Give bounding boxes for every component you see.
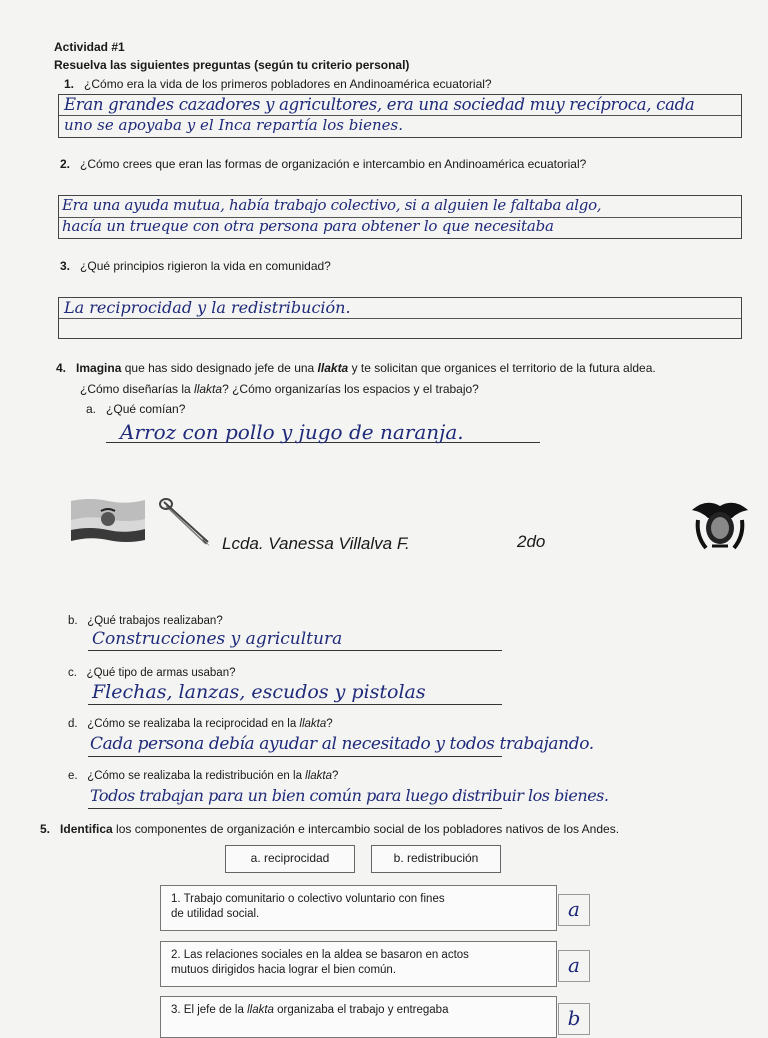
safety-pin-icon (158, 496, 214, 548)
instruction-text: Resuelva las siguientes preguntas (según tu criterio personal) (54, 58, 410, 72)
statement-3-answer: b (558, 1003, 590, 1035)
answer-1-line-2: uno se apoyaba y el Inca repartía los bienes. (64, 116, 404, 134)
answer-line-4e (88, 808, 502, 809)
answer-2-line-2: hacía un trueque con otra persona para obtener lo que necesitaba (62, 217, 554, 235)
question-5: 5. Identifica los componentes de organización e intercambio social de los pobladores nativos de los Andes. (40, 822, 620, 836)
statement-1-answer: a (558, 894, 590, 926)
statement-1 (160, 885, 580, 931)
question-4-line-2: ¿Cómo diseñarías la llakta? ¿Cómo organizarías los espacios y el trabajo? (80, 382, 479, 396)
statement-3-text: 3. El jefe de la llakta organizaba el trabajo y entregaba (171, 1004, 449, 1016)
answer-line-4d (88, 756, 502, 757)
answer-4c: Flechas, lanzas, escudos y pistolas (92, 681, 426, 703)
statement-2-text: 2. Las relaciones sociales en la aldea se basaron en actos mutuos dirigidos hacia lograr el bien común. (171, 949, 469, 976)
statement-2-answer: a (558, 950, 590, 982)
answer-line-4c (88, 704, 502, 705)
answer-line-4b (88, 650, 502, 651)
answer-2-line-1: Era una ayuda mutua, había trabajo colectivo, si a alguien le faltaba algo, (62, 196, 602, 214)
ecuador-flag-icon (70, 497, 146, 543)
option-reciprocidad: a. reciprocidad (225, 845, 355, 873)
question-4c: c. ¿Qué tipo de armas usaban? (68, 667, 236, 679)
question-2: 2. ¿Cómo crees que eran las formas de organización e intercambio en Andinoamérica ecuatorial? (60, 157, 587, 171)
statement-1-text: 1. Trabajo comunitario o colectivo voluntario con fines de utilidad social. (171, 893, 445, 920)
grade-label: 2do (517, 532, 546, 551)
statement-3 (160, 996, 581, 1038)
answer-4b: Construcciones y agricultura (92, 629, 343, 649)
option-redistribucion: b. redistribución (371, 845, 501, 873)
teacher-name: Lcda. Vanessa Villalva F. (222, 534, 410, 553)
coat-of-arms-icon (688, 496, 752, 552)
question-4e: e. ¿Cómo se realizaba la redistribución en la llakta? (68, 770, 339, 782)
answer-4e: Todos trabajan para un bien común para luego distribuir los bienes. (90, 786, 609, 805)
question-4d: d. ¿Cómo se realizaba la reciprocidad en la llakta? (68, 718, 333, 730)
question-3: 3. ¿Qué principios rigieron la vida en comunidad? (60, 259, 331, 273)
activity-title: Actividad #1 (54, 40, 125, 54)
question-1: 1. ¿Cómo era la vida de los primeros pobladores en Andinoamérica ecuatorial? (64, 77, 492, 91)
answer-4d: Cada persona debía ayudar al necesitado y todos trabajando. (90, 734, 594, 754)
answer-1-line-1: Eran grandes cazadores y agricultores, era una sociedad muy recíproca, cada (64, 95, 695, 114)
answer-3: La reciprocidad y la redistribución. (64, 298, 351, 317)
answer-4a: Arroz con pollo y jugo de naranja. (120, 420, 464, 444)
question-4a: a. ¿Qué comían? (86, 402, 186, 416)
question-4: 4. Imagina que has sido designado jefe de una llakta y te solicitan que organices el territorio de la futura aldea. (56, 361, 656, 375)
statement-2 (160, 941, 580, 987)
question-4b: b. ¿Qué trabajos realizaban? (68, 615, 223, 627)
